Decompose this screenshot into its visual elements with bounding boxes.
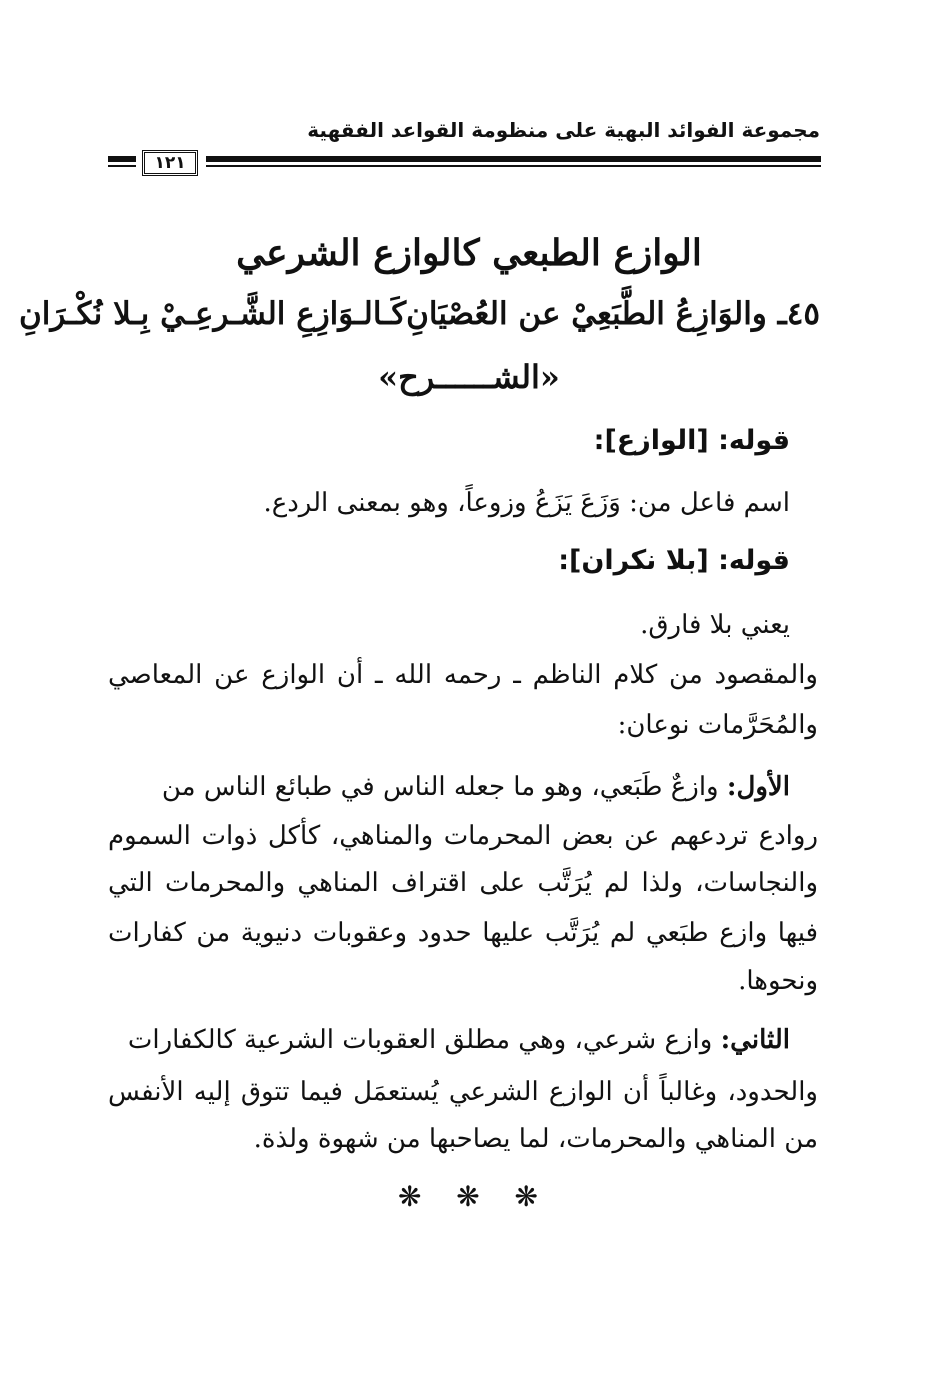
section-heading: الوازع الطبعي كالوازع الشرعي [236,232,702,274]
gloss-text-bila-nukran: يعني بلا فارق. [640,610,790,640]
second-type-line-1 [108,1025,790,1055]
gloss-label-bila-nukran: قوله: [بلا نكران]: [558,545,790,576]
first-type-line-3: والنجاسات، ولذا لم يُرَتَّب على اقتراف المناهي والمحرمات التي [108,868,818,898]
gloss-label-wazi: قوله: [الوازع]: [593,425,790,456]
verse-first-hemistich: ٤٥ـ والوَازِعُ الطَّبَعِيْ عن العُصْيَانِ [406,296,820,332]
poem-verse [18,296,820,332]
section-separator [398,1180,538,1213]
second-type-line-2: والحدود، وغالباً أن الوازع الشرعي يُستعمَل فيما تتوق إليه الأنفس [108,1077,818,1107]
book-title: مجموعة الفوائد البهية على منظومة القواعد الفقهية [307,118,820,142]
second-type-label: الثاني: [720,1025,790,1055]
verse-second-hemistich: كَـالـوَازِعِ الشَّـرعِـيْ بِـلا نُكْـرَانِ [18,296,407,332]
intro-line-1: والمقصود من كلام الناظم ـ رحمه الله ـ أن الوازع عن المعاصي [108,660,818,690]
first-type-line-1 [108,772,790,802]
gloss-text-wazi: اسم فاعل من: وَزَعَ يَزَعُ وزوعاً، وهو بمعنى الردع. [263,488,790,518]
first-type-line-2: روادع تردعهم عن بعض المحرمات والمناهي، كأكل ذوات السموم [108,821,818,851]
first-type-line-4: فيها وازع طبَعي لم يُرَتَّب عليها حدود وعقوبات دنيوية من كفارات [108,918,818,948]
intro-line-2: والمُحَرَّمات نوعان: [617,710,818,740]
page-number: ١٢١ [142,150,198,176]
star-ornament: ❋ [456,1180,480,1213]
commentary-title: «الشــــــرح» [378,358,560,396]
first-type-line-5: ونحوها. [738,966,818,996]
first-type-label: الأول: [726,772,790,802]
header-rule [108,150,821,178]
second-type-text: وازع شرعي، وهي مطلق العقوبات الشرعية كالكفارات [127,1025,713,1055]
first-type-text: وازعٌ طَبَعي، وهو ما جعله الناس في طبائع الناس من [161,772,719,802]
star-ornament: ❋ [398,1180,422,1213]
second-type-line-3: من المناهي والمحرمات، لما يصاحبها من شهوة ولذة. [253,1124,818,1154]
star-ornament: ❋ [514,1180,538,1213]
